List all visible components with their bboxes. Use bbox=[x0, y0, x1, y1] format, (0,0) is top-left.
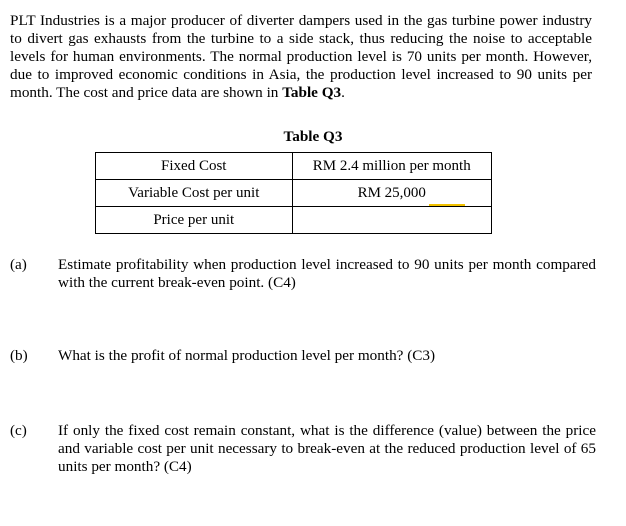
table-row bbox=[96, 153, 492, 180]
table-reference: Table Q3 bbox=[282, 84, 342, 101]
price-value-blank bbox=[292, 207, 491, 234]
question-label: (c) bbox=[10, 422, 27, 439]
answer-line bbox=[348, 233, 358, 234]
variable-cost-label: Variable Cost per unit bbox=[96, 180, 293, 207]
variable-cost-value bbox=[292, 180, 491, 207]
question-label: (b) bbox=[10, 347, 28, 364]
question-text: What is the profit of normal production level per month? (C3) bbox=[58, 347, 436, 364]
question-label: (a) bbox=[10, 256, 27, 273]
table-row bbox=[96, 207, 492, 234]
price-label: Price per unit bbox=[96, 207, 293, 234]
answer-line bbox=[398, 233, 486, 234]
fixed-cost-value: RM 2.4 million per month bbox=[292, 153, 491, 180]
fixed-cost-label: Fixed Cost bbox=[96, 153, 293, 180]
cost-price-table bbox=[95, 152, 492, 234]
table-row bbox=[96, 180, 492, 207]
intro-period: . bbox=[341, 84, 345, 101]
intro-text: PLT Industries is a major producer of diverter dampers used in the gas turbine power industry to divert gas exhausts from the turbine to a side stack, thus reducing the noise to acceptable levels for human environments. The normal production level is 70 units per month. However, due to improved economic conditions in Asia, the production level increased to 90 units per month. The cost and price data are shown in bbox=[10, 12, 592, 101]
variable-cost-amount: RM 25,000 bbox=[357, 185, 426, 201]
table-caption: Table Q3 bbox=[283, 128, 343, 145]
intro-paragraph bbox=[10, 12, 592, 102]
question-text: If only the fixed cost remain constant, what is the difference (value) between the price and variable cost per unit necessary to break-even at the reduced production level of 65 units per month? (C4) bbox=[58, 422, 596, 475]
question-text: Estimate profitability when production level increased to 90 units per month compared with the current break-even point. (C4) bbox=[58, 256, 596, 291]
